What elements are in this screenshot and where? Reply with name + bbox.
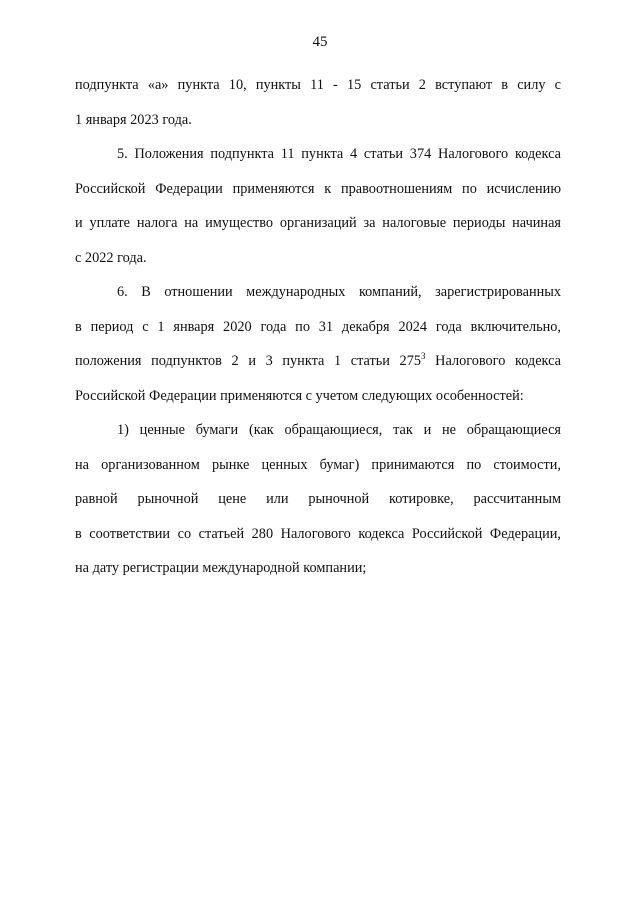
- paragraph-6: [75, 275, 561, 413]
- text-segment: положения подпунктов 2 и 3 пункта 1 статьи 275: [75, 353, 422, 369]
- text-line: в период с 1 января 2020 года по 31 декабря 2024 года включительно,: [75, 318, 561, 335]
- text-line: с 2022 года.: [75, 249, 147, 266]
- page-number: 45: [312, 34, 328, 50]
- text-line: 5. Положения подпункта 11 пункта 4 статьи 374 Налогового кодекса: [117, 146, 561, 162]
- paragraph-5: [75, 137, 561, 275]
- text-line: на дату регистрации международной компании;: [75, 560, 367, 576]
- text-line: подпункта «а» пункта 10, пункты 11 - 15 статьи 2 вступают в силу с: [75, 77, 561, 93]
- article-superscript: 3: [421, 351, 426, 362]
- text-line: Российской Федерации применяются к правоотношениям по исчислению: [75, 180, 561, 197]
- text-line: равной рыночной цене или рыночной котировке, рассчитанным: [75, 491, 561, 507]
- text-line: и уплате налога на имущество организаций за налоговые периоды начиная: [75, 215, 561, 231]
- paragraph-effective-date: [75, 68, 561, 137]
- text-line: 1 января 2023 года.: [75, 111, 192, 128]
- text-line: 6. В отношении международных компаний, зарегистрированных: [117, 284, 561, 300]
- text-line: 1) ценные бумаги (как обращающиеся, так и не обращающиеся: [117, 422, 561, 438]
- text-line: на организованном рынке ценных бумаг) принимаются по стоимости,: [75, 456, 561, 473]
- paragraph-6-item-1: [75, 413, 561, 586]
- text-segment: Налогового кодекса: [425, 353, 562, 369]
- text-line: Российской Федерации применяются с учетом следующих особенностей:: [75, 387, 524, 404]
- text-line: в соответствии со статьей 280 Налогового кодекса Российской Федерации,: [75, 525, 561, 542]
- text-line-with-superscript: [75, 344, 561, 379]
